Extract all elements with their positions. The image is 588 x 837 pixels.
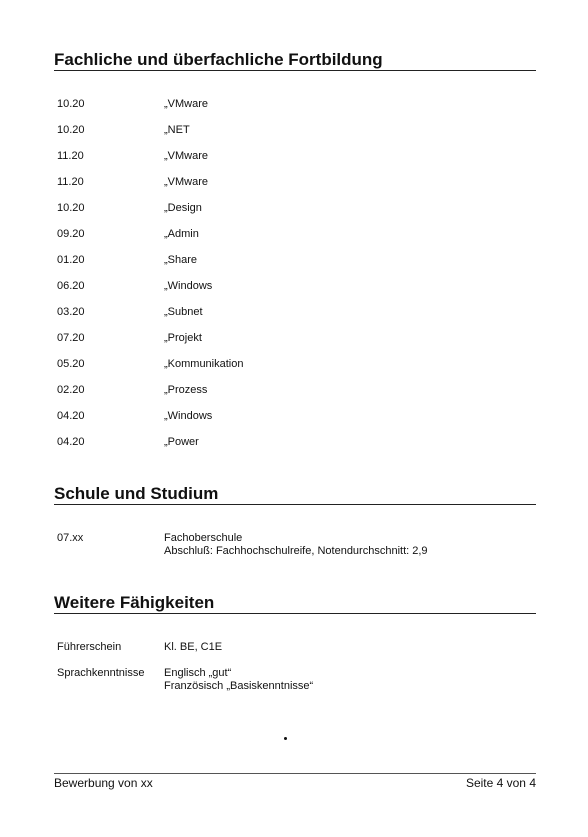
footer-page-number: Seite 4 von 4 — [465, 776, 536, 790]
training-date: 04.20 — [57, 410, 85, 422]
training-date: 10.20 — [57, 202, 85, 214]
training-date: 03.20 — [57, 306, 85, 318]
training-date: 10.20 — [57, 98, 85, 110]
license-classes: Kl. BE, C1E — [164, 641, 223, 653]
training-text: „NET — [164, 124, 190, 136]
training-text: „Prozess — [164, 384, 208, 396]
skill-label-license: Führerschein — [57, 641, 122, 653]
training-row — [57, 436, 527, 450]
training-text: „Windows — [164, 410, 213, 422]
training-row — [57, 150, 527, 164]
training-text: „Subnet — [164, 306, 203, 318]
skills-section-title: Weitere Fähigkeiten — [54, 593, 215, 612]
training-row — [57, 280, 527, 294]
training-date: 06.20 — [57, 280, 85, 292]
training-row — [57, 332, 527, 346]
training-row — [57, 306, 527, 320]
training-date: 05.20 — [57, 358, 85, 370]
training-text: „Kommunikation — [164, 358, 244, 370]
education-section-rule — [54, 504, 536, 505]
training-row — [57, 124, 527, 138]
language-french: Französisch „Basiskenntnisse“ — [164, 680, 314, 692]
training-section-title: Fachliche und überfachliche Fortbildung — [54, 50, 383, 69]
training-row — [57, 98, 527, 112]
training-text: „Admin — [164, 228, 199, 240]
skills-section-rule — [54, 613, 536, 614]
skills-row — [57, 667, 527, 695]
footer-applicant: Bewerbung von xx — [54, 776, 153, 790]
training-row — [57, 202, 527, 216]
training-text: „VMware — [164, 176, 209, 188]
training-row — [57, 254, 527, 268]
training-date: 09.20 — [57, 228, 85, 240]
skill-value-license — [164, 641, 222, 654]
training-date: 01.20 — [57, 254, 85, 266]
footer-rule — [54, 773, 536, 774]
training-text: „Share — [164, 254, 198, 266]
training-text: „Design — [164, 202, 202, 214]
training-text: „Projekt — [164, 332, 202, 344]
training-row — [57, 410, 527, 424]
training-section-rule — [54, 70, 536, 71]
training-date: 10.20 — [57, 124, 85, 136]
training-row — [57, 358, 527, 372]
training-date: 11.20 — [57, 176, 84, 188]
training-text: „VMware — [164, 150, 209, 162]
skills-row — [57, 641, 527, 655]
education-details — [164, 532, 428, 558]
stray-dot-mark — [284, 737, 287, 740]
training-row — [57, 384, 527, 398]
education-date: 07.xx — [57, 532, 84, 544]
training-date: 04.20 — [57, 436, 85, 448]
training-row — [57, 176, 527, 190]
education-section-title: Schule und Studium — [54, 484, 219, 503]
training-text: „Windows — [164, 280, 213, 292]
training-date: 02.20 — [57, 384, 85, 396]
training-row — [57, 228, 527, 242]
training-text: „Power — [164, 436, 199, 448]
education-row — [57, 532, 527, 560]
training-date: 11.20 — [57, 150, 84, 162]
language-english: Englisch „gut“ — [164, 667, 232, 679]
training-date: 07.20 — [57, 332, 85, 344]
education-school: Fachoberschule — [164, 532, 243, 544]
education-degree: Abschluß: Fachhochschulreife, Notendurchschnitt: 2,9 — [164, 545, 428, 557]
skill-value-languages — [164, 667, 313, 693]
skill-label-languages: Sprachkenntnisse — [57, 667, 145, 679]
training-text: „VMware — [164, 98, 209, 110]
